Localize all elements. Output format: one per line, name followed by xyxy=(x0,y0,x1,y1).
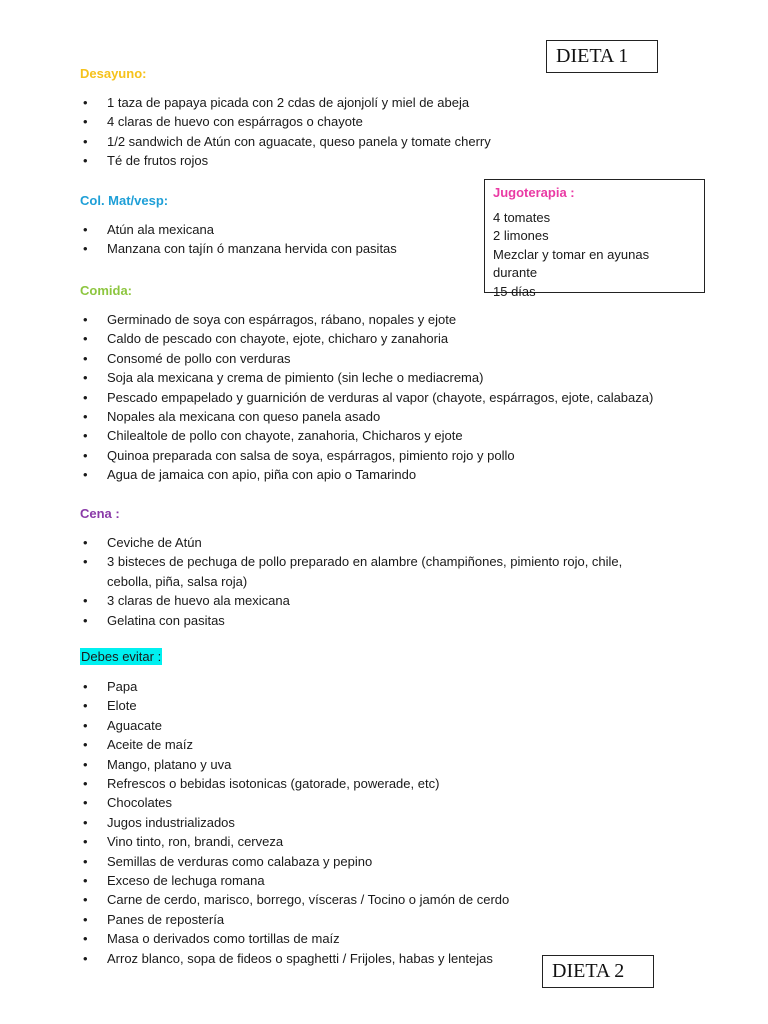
desayuno-heading: Desayuno: xyxy=(80,66,147,81)
comida-heading: Comida: xyxy=(80,283,132,298)
evitar-heading: Debes evitar : xyxy=(81,649,162,664)
list-item: • Aceite de maíz xyxy=(80,735,680,754)
list-item: • Elote xyxy=(80,696,680,715)
list-item: • Germinado de soya con espárragos, rábano, nopales y ejote xyxy=(80,310,680,329)
list-item: • 3 claras de huevo ala mexicana xyxy=(80,591,680,610)
list-item: • Refrescos o bebidas isotonicas (gatorade, powerade, etc) xyxy=(80,774,680,793)
list-item: • Jugos industrializados xyxy=(80,813,680,832)
list-item: • Vino tinto, ron, brandi, cerveza xyxy=(80,832,680,851)
list-item: • Masa o derivados como tortillas de maíz xyxy=(80,929,680,948)
cena-list xyxy=(80,533,680,630)
list-item: • Consomé de pollo con verduras xyxy=(80,349,680,368)
list-item: • 3 bisteces de pechuga de pollo preparado en alambre (champiñones, pimiento rojo, chile, cebolla, piña, salsa roja) xyxy=(80,552,667,591)
list-item: • Nopales ala mexicana con queso panela asado xyxy=(80,407,680,426)
jugoterapia-box xyxy=(484,179,705,299)
comida-list xyxy=(80,310,680,485)
desayuno-list xyxy=(80,93,680,171)
list-item: • Agua de jamaica con apio, piña con apio o Tamarindo xyxy=(80,465,680,484)
list-item: • 1/2 sandwich de Atún con aguacate, queso panela y tomate cherry xyxy=(80,132,680,151)
list-item: • Chilealtole de pollo con chayote, zanahoria, Chicharos y ejote xyxy=(80,426,680,445)
jugoterapia-line: 2 limones xyxy=(493,228,549,244)
list-item: • Gelatina con pasitas xyxy=(80,611,680,630)
list-item: • Soja ala mexicana y crema de pimiento (sin leche o mediacrema) xyxy=(80,368,680,387)
jugoterapia-line: 4 tomates xyxy=(493,209,551,225)
list-item: • Semillas de verduras como calabaza y pepino xyxy=(80,852,680,871)
list-item: • Ceviche de Atún xyxy=(80,533,680,552)
jugoterapia-line: Mezclar y tomar en ayunas durante xyxy=(493,246,650,281)
dieta-1-label: DIETA 1 xyxy=(546,40,658,73)
evitar-list xyxy=(80,677,680,968)
colacion-heading: Col. Mat/vesp: xyxy=(80,193,169,208)
list-item: • Panes de repostería xyxy=(80,910,680,929)
list-item: • Caldo de pescado con chayote, ejote, chicharo y zanahoria xyxy=(80,329,680,348)
list-item: • 4 claras de huevo con espárragos o chayote xyxy=(80,112,680,131)
list-item: • Quinoa preparada con salsa de soya, espárragos, pimiento rojo y pollo xyxy=(80,446,680,465)
list-item: • Papa xyxy=(80,677,680,696)
list-item: • Pescado empapelado y guarnición de verduras al vapor (chayote, espárragos, ejote, calabaza) xyxy=(80,388,680,407)
list-item: • Aguacate xyxy=(80,716,680,735)
dieta-2-label: DIETA 2 xyxy=(542,955,654,988)
jugoterapia-line: 15 días xyxy=(493,283,536,299)
list-item: • Chocolates xyxy=(80,793,680,812)
list-item: • Carne de cerdo, marisco, borrego, vísceras / Tocino o jamón de cerdo xyxy=(80,890,680,909)
list-item: • Arroz blanco, sopa de fideos o spaghetti / Frijoles, habas y lentejas xyxy=(80,949,680,968)
list-item: • Mango, platano y uva xyxy=(80,755,680,774)
list-item: • Atún ala mexicana xyxy=(80,220,680,239)
list-item: • Té de frutos rojos xyxy=(80,151,680,170)
list-item: • Manzana con tajín ó manzana hervida con pasitas xyxy=(80,239,680,258)
jugoterapia-title: Jugoterapia : xyxy=(493,185,575,200)
list-item: • 1 taza de papaya picada con 2 cdas de ajonjolí y miel de abeja xyxy=(80,93,680,112)
list-item: • Exceso de lechuga romana xyxy=(80,871,680,890)
cena-heading: Cena : xyxy=(80,506,120,521)
